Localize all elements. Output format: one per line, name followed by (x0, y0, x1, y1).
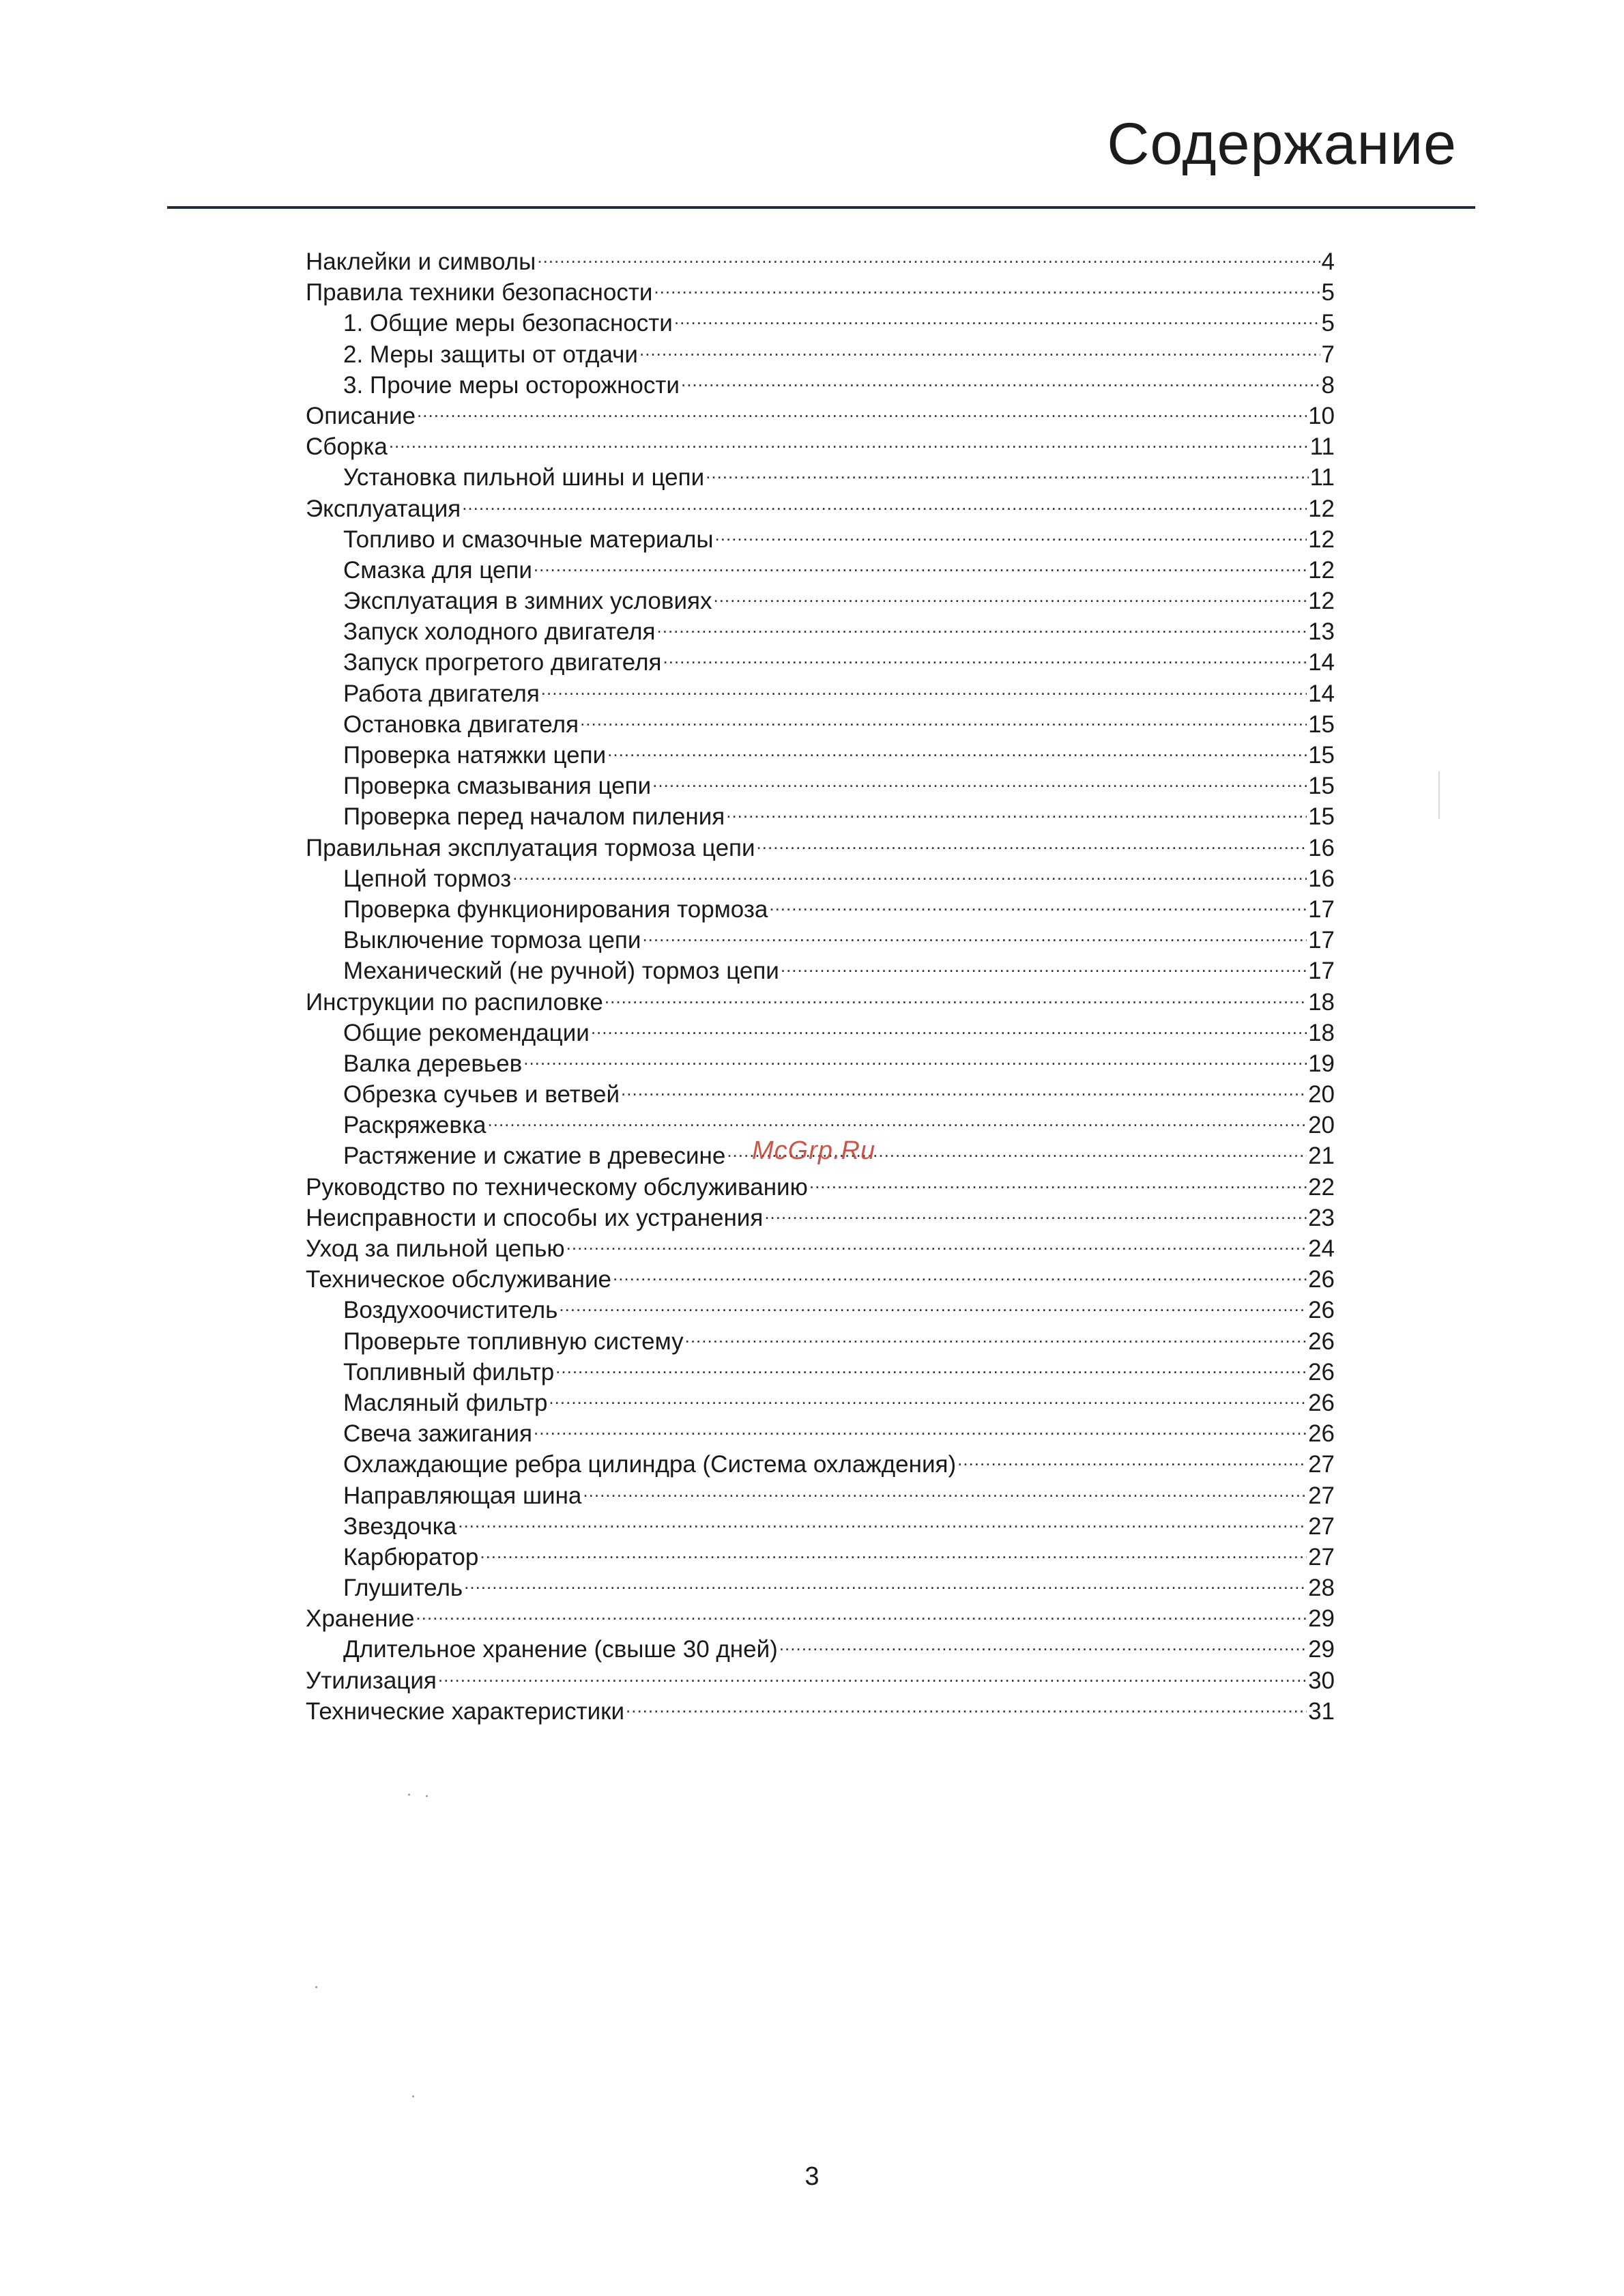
toc-entry-label: Эксплуатация (306, 495, 461, 522)
toc-entry-label: Масляный фильтр (343, 1389, 548, 1416)
toc-dot-leader (781, 948, 1307, 979)
toc-entry-label: 2. Меры защиты от отдачи (343, 341, 638, 368)
toc-entry-label: Звездочка (343, 1512, 457, 1540)
toc-entry-label: Проверка смазывания цепи (343, 773, 652, 800)
toc-entry-page: 15 (1308, 803, 1335, 831)
toc-entry-page: 12 (1308, 556, 1335, 584)
scan-speck (315, 1986, 317, 1988)
toc-dot-leader (591, 1010, 1307, 1041)
toc-entry-label: Инструкции по распиловке (306, 988, 603, 1016)
scan-speck (426, 1795, 428, 1797)
toc-entry-label: Проверьте топливную систему (343, 1328, 684, 1355)
toc-entry[interactable] (306, 1534, 1335, 1570)
toc-entry-page: 8 (1321, 371, 1335, 399)
toc-entry-page: 12 (1308, 495, 1335, 522)
toc-entry-page: 26 (1308, 1297, 1335, 1324)
toc-entry-page: 29 (1308, 1605, 1335, 1633)
toc-entry-label: Описание (306, 402, 416, 429)
toc-dot-leader (809, 1164, 1307, 1195)
toc-entry-label: Неисправности и способы их устранения (306, 1204, 764, 1231)
scan-speck (408, 1794, 410, 1796)
toc-entry-page: 13 (1308, 618, 1335, 646)
toc-entry-page: 17 (1308, 895, 1335, 923)
toc-dot-leader (462, 486, 1307, 517)
toc-entry-label: Уход за пильной цепью (306, 1235, 565, 1262)
toc-entry-page: 12 (1308, 526, 1335, 553)
toc-entry-page: 15 (1308, 742, 1335, 769)
page-title: Содержание (1107, 111, 1457, 177)
toc-dot-leader (537, 239, 1320, 270)
toc-dot-leader (639, 332, 1320, 362)
toc-entry-label: Свеча зажигания (343, 1420, 532, 1448)
toc-entry-page: 4 (1321, 248, 1335, 275)
toc-entry-label: Правила техники безопасности (306, 279, 653, 306)
toc-entry-page: 27 (1308, 1543, 1335, 1570)
toc-dot-leader (757, 825, 1307, 856)
toc-entry-label: Установка пильной шины и цепи (343, 464, 705, 491)
toc-entry-label: Проверка функционирования тормоза (343, 895, 768, 923)
toc-entry-page: 29 (1308, 1636, 1335, 1663)
toc-entry-label: Глушитель (343, 1575, 463, 1602)
toc-entry-label: Остановка двигателя (343, 711, 579, 738)
toc-entry-label: Работа двигателя (343, 680, 540, 707)
toc-entry-page: 26 (1308, 1389, 1335, 1416)
toc-entry-page: 26 (1308, 1266, 1335, 1293)
toc-dot-leader (549, 1380, 1307, 1411)
scan-speck (412, 2095, 414, 2097)
toc-entry-page: 26 (1308, 1328, 1335, 1355)
toc-dot-leader (541, 671, 1307, 702)
toc-entry-label: Валка деревьев (343, 1050, 523, 1077)
toc-entry-label: Общие рекомендации (343, 1019, 590, 1046)
toc-entry-label: Техническое обслуживание (306, 1266, 611, 1293)
toc-entry-label: Топливный фильтр (343, 1358, 555, 1386)
toc-dot-leader (713, 578, 1307, 609)
toc-entry-page: 18 (1308, 1019, 1335, 1046)
toc-dot-leader (416, 1596, 1307, 1626)
toc-entry-page: 24 (1308, 1235, 1335, 1262)
toc-dot-leader (674, 300, 1320, 331)
toc-entry-page: 16 (1308, 865, 1335, 892)
toc-dot-leader (715, 517, 1307, 547)
toc-entry-label: Смазка для цепи (343, 556, 532, 584)
toc-dot-leader (566, 1226, 1307, 1257)
toc-entry-label: Технические характеристики (306, 1697, 625, 1725)
toc-entry-label: Запуск прогретого двигателя (343, 649, 662, 676)
toc-entry-page: 22 (1308, 1173, 1335, 1201)
toc-entry-label: Хранение (306, 1605, 415, 1633)
toc-entry-page: 27 (1308, 1482, 1335, 1509)
toc-entry-page: 26 (1308, 1358, 1335, 1386)
toc-entry-label: Механический (не ручной) тормоз цепи (343, 958, 779, 985)
toc-entry-label: Направляющая шина (343, 1482, 582, 1509)
toc-dot-leader (657, 609, 1307, 640)
toc-dot-leader (417, 393, 1307, 424)
toc-entry-label: Выключение тормоза цепи (343, 927, 641, 954)
toc-entry[interactable] (306, 393, 1335, 429)
toc-dot-leader (580, 702, 1307, 732)
toc-entry-label: 1. Общие меры безопасности (343, 310, 673, 337)
toc-entry-label: Растяжение и сжатие в древесине (343, 1143, 726, 1170)
toc-entry-label: Длительное хранение (свыше 30 дней) (343, 1636, 778, 1663)
toc-dot-leader (605, 979, 1307, 1010)
toc-dot-leader (726, 794, 1307, 824)
toc-entry[interactable] (306, 1689, 1335, 1725)
toc-dot-leader (488, 1102, 1307, 1133)
toc-entry-label: Запуск холодного двигателя (343, 618, 656, 646)
toc-dot-leader (654, 270, 1320, 300)
toc-dot-leader (389, 424, 1309, 455)
toc-entry-page: 15 (1308, 711, 1335, 738)
toc-entry[interactable] (306, 455, 1335, 491)
toc-dot-leader (480, 1534, 1307, 1565)
toc-entry-page: 15 (1308, 773, 1335, 800)
toc-entry-page: 5 (1321, 279, 1335, 306)
toc-entry-page: 28 (1308, 1575, 1335, 1602)
toc-entry-label: Охлаждающие ребра цилиндра (Система охлаждения) (343, 1451, 957, 1478)
toc-entry-page: 27 (1308, 1451, 1335, 1478)
toc-entry-label: Обрезка сучьев и ветвей (343, 1081, 620, 1108)
toc-dot-leader (685, 1319, 1307, 1349)
toc-entry-label: Наклейки и символы (306, 248, 536, 275)
toc-dot-leader (464, 1565, 1307, 1596)
toc-entry[interactable] (306, 1626, 1335, 1663)
toc-entry-label: Топливо и смазочные материалы (343, 526, 714, 553)
toc-entry[interactable] (306, 1658, 1335, 1694)
toc-dot-leader (652, 763, 1307, 794)
toc-dot-leader (583, 1473, 1307, 1504)
toc-entry-page: 11 (1309, 464, 1335, 491)
toc-dot-leader (626, 1689, 1307, 1719)
toc-dot-leader (438, 1658, 1307, 1689)
toc-entry-page: 30 (1308, 1667, 1335, 1694)
toc-entry-page: 5 (1321, 310, 1335, 337)
toc-dot-leader (559, 1287, 1307, 1318)
toc-entry-label: Раскряжевка (343, 1112, 487, 1139)
toc-dot-leader (681, 362, 1320, 393)
toc-entry-page: 14 (1308, 680, 1335, 707)
toc-entry-page: 31 (1308, 1697, 1335, 1725)
toc-entry-label: 3. Прочие меры осторожности (343, 371, 680, 399)
toc-entry-page: 17 (1308, 927, 1335, 954)
toc-entry-label: Проверка перед началом пиления (343, 803, 725, 831)
toc-entry-label: Воздухоочиститель (343, 1297, 558, 1324)
toc-dot-leader (779, 1626, 1307, 1657)
toc-entry-page: 14 (1308, 649, 1335, 676)
toc-entry-page: 16 (1308, 834, 1335, 861)
toc-entry-page: 26 (1308, 1420, 1335, 1448)
toc-entry-page: 20 (1308, 1081, 1335, 1108)
toc-dot-leader (764, 1195, 1307, 1226)
toc-dot-leader (534, 547, 1307, 578)
toc-dot-leader (769, 887, 1307, 917)
toc-entry[interactable] (306, 1504, 1335, 1540)
toc-dot-leader (534, 1411, 1307, 1441)
toc-entry-page: 18 (1308, 988, 1335, 1016)
toc-dot-leader (555, 1349, 1307, 1380)
toc-dot-leader (642, 917, 1307, 948)
toc-entry-page: 20 (1308, 1112, 1335, 1139)
toc-entry-page: 23 (1308, 1204, 1335, 1231)
toc-entry-page: 17 (1308, 958, 1335, 985)
toc-entry[interactable] (306, 1596, 1335, 1633)
title-divider (167, 206, 1475, 209)
toc-entry-label: Правильная эксплуатация тормоза цепи (306, 834, 755, 861)
toc-dot-leader (607, 732, 1307, 763)
toc-dot-leader (957, 1441, 1307, 1472)
toc-dot-leader (621, 1072, 1307, 1102)
toc-entry[interactable] (306, 424, 1335, 461)
toc-entry-page: 21 (1308, 1143, 1335, 1170)
toc-entry-label: Руководство по техническому обслуживанию (306, 1173, 808, 1201)
toc-entry-label: Сборка (306, 433, 388, 461)
page-number: 3 (804, 2162, 820, 2191)
toc-entry-page: 12 (1308, 588, 1335, 615)
toc-entry-page: 11 (1309, 433, 1335, 461)
toc-entry[interactable] (306, 239, 1335, 275)
toc-entry-label: Цепной тормоз (343, 865, 512, 892)
toc-entry-label: Проверка натяжки цепи (343, 742, 607, 769)
toc-dot-leader (706, 455, 1309, 485)
scan-artifact (1438, 771, 1440, 819)
table-of-contents (306, 239, 1335, 1725)
toc-dot-leader (613, 1257, 1307, 1287)
toc-entry-page: 27 (1308, 1512, 1335, 1540)
toc-dot-leader (458, 1504, 1307, 1534)
toc-entry-page: 10 (1308, 402, 1335, 429)
toc-entry-label: Эксплуатация в зимних условиях (343, 588, 712, 615)
toc-entry-page: 7 (1321, 341, 1335, 368)
watermark: McGrp.Ru (752, 1136, 876, 1165)
toc-entry-label: Утилизация (306, 1667, 437, 1694)
toc-entry-page: 19 (1308, 1050, 1335, 1077)
toc-dot-leader (663, 640, 1307, 670)
toc-entry-label: Карбюратор (343, 1543, 479, 1570)
toc-dot-leader (512, 856, 1307, 887)
toc-dot-leader (523, 1041, 1307, 1072)
